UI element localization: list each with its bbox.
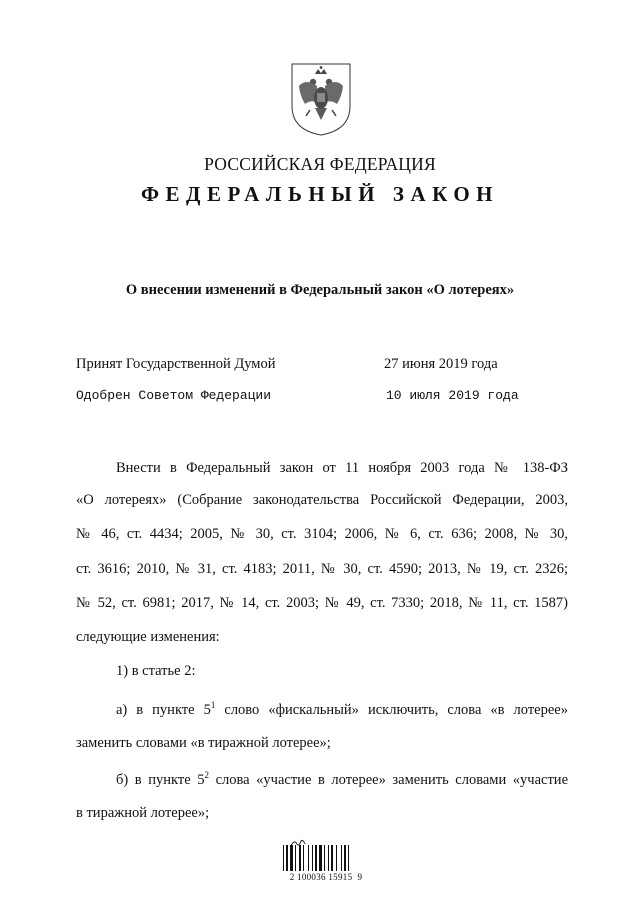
body-line-5: № 52, ст. 6981; 2017, № 14, ст. 2003; № 49, ст. 7330; 2018, № 11, ст. 1587) xyxy=(76,595,568,611)
body-line-1: Внести в Федеральный закон от 11 ноября 2003 года № 138-ФЗ xyxy=(116,460,568,476)
item-b-superscript: 2 xyxy=(204,770,209,780)
country-name: РОССИЙСКАЯ ФЕДЕРАЦИЯ xyxy=(204,154,436,174)
duma-date: 27 июня 2019 года xyxy=(384,356,498,372)
item-1: 1) в статье 2: xyxy=(116,663,196,679)
barcode-bar xyxy=(295,845,296,871)
law-type-title: ФЕДЕРАЛЬНЫЙ ЗАКОН xyxy=(141,182,499,206)
barcode-bar xyxy=(319,845,322,871)
item-b-line-2: в тиражной лотерее»; xyxy=(76,805,210,821)
barcode-bar xyxy=(283,845,284,871)
body-line-4: ст. 3616; 2010, № 31, ст. 4183; 2011, № 30, ст. 4590; 2013, № 19, ст. 2326; xyxy=(76,561,568,577)
barcode-bar xyxy=(328,845,329,871)
barcode-bar xyxy=(299,845,301,871)
body-line-6: следующие изменения: xyxy=(76,629,220,645)
barcode-bar xyxy=(331,845,333,871)
item-a-line-1: а) в пункте $5^1$ слово «фискальный» исключить, слова «в лотерее» xyxy=(116,700,568,718)
council-label: Одобрен Советом Федерации xyxy=(76,388,272,403)
barcode-bar xyxy=(312,845,313,871)
barcode xyxy=(282,845,362,873)
item-a-line-2: заменить словами «в тиражной лотерее»; xyxy=(76,735,331,751)
item-b-line-1: б) в пункте $5^2$ слова «участие в лотерее» заменить словами «участие xyxy=(116,770,569,788)
body-line-2: «О лотереях» (Собрание законодательства Российской Федерации, 2003, xyxy=(76,492,568,508)
barcode-bar xyxy=(324,845,325,871)
body-line-3: № 46, ст. 4434; 2005, № 30, ст. 3104; 2006, № 6, ст. 636; 2008, № 30, xyxy=(76,526,568,542)
barcode-number: 2 100036 15915 9 xyxy=(289,872,363,882)
law-subject: О внесении изменений в Федеральный закон «О лотереях» xyxy=(125,282,515,298)
barcode-bar xyxy=(315,845,317,871)
coat-of-arms-emblem xyxy=(288,60,354,138)
barcode-bar xyxy=(308,845,309,871)
barcode-bar xyxy=(303,845,304,871)
barcode-bar xyxy=(286,845,288,871)
barcode-bar xyxy=(341,845,342,871)
barcode-bar xyxy=(344,845,346,871)
council-date: 10 июля 2019 года xyxy=(386,388,519,403)
barcode-bar xyxy=(290,845,293,871)
barcode-bar xyxy=(348,845,349,871)
barcode-bar xyxy=(336,845,337,871)
duma-label: Принят Государственной Думой xyxy=(76,356,276,372)
item-a-superscript: 1 xyxy=(210,700,216,710)
